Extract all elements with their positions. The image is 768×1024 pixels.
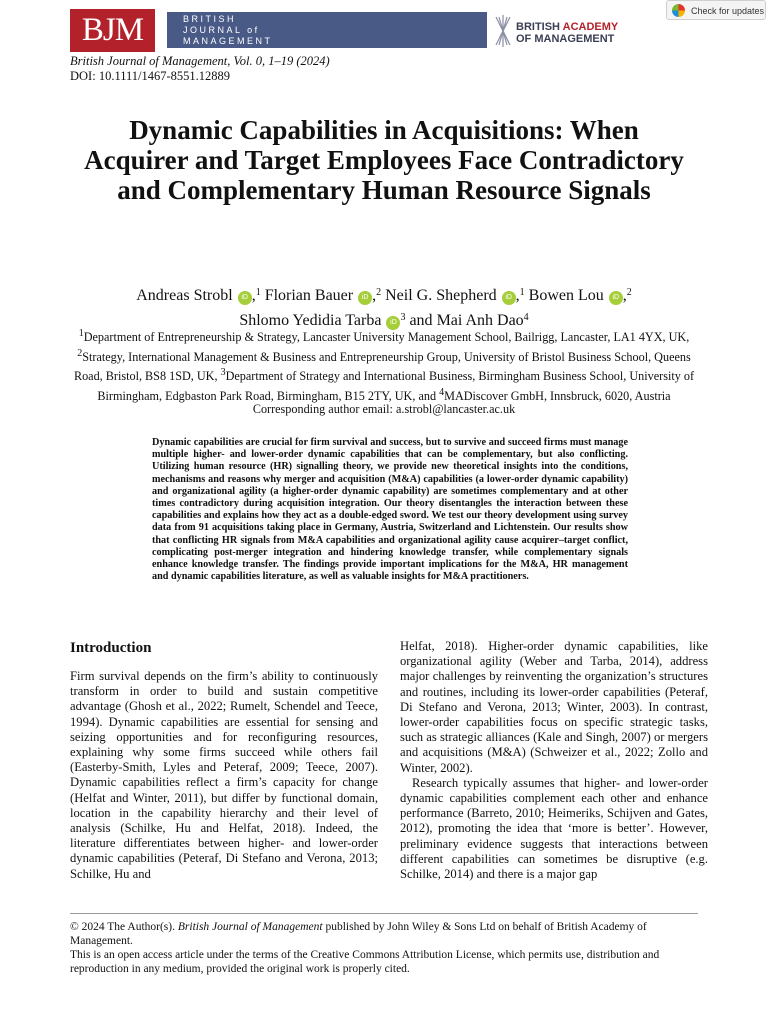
author-affiliation-number: 4 [523, 312, 529, 323]
copyright-journal: British Journal of Management [177, 921, 323, 933]
body-paragraph: Research typically assumes that higher- and lower-order dynamic capabilities complement each other and enhance performance (Barreto, 2010; Heimeriks, Schijven and Gates, 2012), promoting the idea that ‘more is better’. However, preliminary evidence suggests that interactions between different capabilities can sometimes be disruptive (e.g. Schilke, 2014) and there is a major gap [400, 775, 708, 882]
affiliation-text: MADiscover GmbH, Innsbruck, 6020, Austria [444, 388, 671, 403]
article-title: Dynamic Capabilities in Acquisitions: When Acquirer and Target Employees Face Contradictory and Complementary Human Resource Signals [84, 115, 684, 205]
orcid-icon[interactable]: iD [502, 291, 516, 305]
bam-emblem-icon [494, 13, 512, 49]
author-name[interactable]: Andreas Strobl [136, 287, 233, 304]
corresponding-author: Corresponding author email: a.strobl@lancaster.ac.uk [252, 402, 516, 416]
bjm-logo: BJM [70, 9, 155, 52]
journal-name-band [167, 12, 327, 48]
license-footer [70, 920, 708, 976]
author-affiliation-number: 1 [519, 287, 525, 298]
journal-name-line-2: JOURNAL of [183, 25, 260, 35]
check-for-updates-label: Check for updates [691, 6, 765, 16]
author-list: Andreas Strobl iD ,$^1$ Florian Bauer iD ,$^2$ Neil G. Shepherd iD ,$^1$ Bowen Lou iD ,$^2$ Shlomo Yedidia Tarba iD $^3$ and Mai Anh Dao$^4$ [136, 287, 632, 329]
orcid-icon[interactable]: iD [386, 316, 400, 330]
section-heading: Introduction [70, 640, 152, 656]
copyright-suffix: published by John Wiley & Sons Ltd on behalf of British Academy of Management. [70, 921, 647, 947]
bam-logo-accent: ACADEMY [562, 21, 619, 33]
affiliation-text: Department of Entrepreneurship & Strategy, Lancaster University Management School, Bailrigg, Lancaster, LA1 4YX, UK, [83, 330, 690, 344]
footer-divider [70, 913, 698, 914]
author-name[interactable]: Mai Anh Dao [436, 312, 524, 329]
affiliations [70, 326, 698, 404]
affiliation-number: 1 [78, 328, 84, 339]
orcid-icon[interactable]: iD [358, 291, 372, 305]
doi-link[interactable]: DOI: 10.1111/1467-8551.12889 [70, 69, 231, 83]
copyright-notice [70, 920, 708, 948]
citation [70, 54, 330, 84]
orcid-icon[interactable]: iD [609, 291, 623, 305]
author-name[interactable]: Florian Bauer [264, 287, 354, 304]
abstract: Dynamic capabilities are crucial for firm survival and success, but to survive and succeed firms must manage multiple higher- and lower-order dynamic capabilities that can be complementary, but also conflicting. Utilizing human resource (HR) signalling theory, we provide new theoretical insights into the conditions, mechanisms and reasons why merger and acquisition (M&A) capabilities (a lower-order dynamic capability) and organizational agility (a higher-order dynamic capability) are sometimes complementary and at other times contradictory during acquisition integration. Our theory disentangles the interaction between these capabilities and explains how they act as a double-edged sword. We test our theory development using survey data from 91 acquisitions taking place in Germany, Austria, Switzerland and Lichtenstein. Our results show that conflicting HR signals from M&A capabilities and organizational agility cause acquirer–target conflict, complicating post-merger integration and hindering knowledge transfer, while complementary signals enhance knowledge transfer. The findings provide important implications for the M&A, HR management and dynamic capabilities literature, as well as valuable insights for M&A practitioners. [152, 437, 628, 583]
author-name[interactable]: Bowen Lou [528, 287, 604, 304]
journal-header [0, 0, 768, 60]
license-notice: This is an open access article under the terms of the Creative Commons Attribution License, which permits use, distribution and reproduction in any medium, provided the original work is properly cited. [70, 949, 660, 975]
crossmark-icon [672, 4, 685, 17]
affiliation-number: 4 [439, 386, 445, 398]
author-affiliation-number: 3 [400, 312, 406, 323]
bam-logo-line2: OF MANAGEMENT [516, 33, 615, 45]
affiliation-text: Department of Strategy and International Business, Birmingham Business School, University of Birmingham, Edgbaston Park Road, Birmingham, B15 2TY, UK, and [97, 369, 695, 403]
orcid-icon[interactable]: iD [238, 291, 252, 305]
bam-logo-prefix: BRITISH [516, 21, 563, 33]
author-affiliation-number: 2 [376, 287, 382, 298]
copyright-prefix: © 2024 The Author(s). [70, 921, 178, 933]
author-name[interactable]: Shlomo Yedidia Tarba [239, 312, 382, 329]
body-paragraph: Firm survival depends on the firm’s ability to continuously transform in order to build and sustain competitive advantage (Ghosh et al., 2022; Rumelt, Schendel and Teece, 1994). Dynamic capabilities are essential for sensing and seizing opportunities and for reconfiguring resources, explaining why some firms succeed while others fail (Easterby-Smith, Lyles and Peteraf, 2009; Teece, 2007). Dynamic capabilities reflect a firm’s capacity for change (Helfat and Winter, 2011), but differ by functional domain, location in the capability hierarchy and their level of analysis (Schilke, Hu and Helfat, 2018). Indeed, the literature differentiates between higher- and lower-order dynamic capabilities (Peteraf, Di Stefano and Verona, 2013; Schilke, Hu and [70, 669, 378, 881]
author-affiliation-number: 2 [626, 287, 632, 298]
bam-logo-text [516, 21, 618, 45]
journal-citation: British Journal of Management, Vol. 0, 1–19 (2024) [70, 54, 330, 68]
affiliation-number: 3 [220, 367, 226, 378]
affiliation-text: Strategy, International Management & Business and Entrepreneurship Group, University of Bristol Business School, Queens Road, Bristol, BS8 1SD, UK, [73, 349, 691, 383]
author-name[interactable]: Neil G. Shepherd [385, 287, 497, 304]
journal-name-line-1: BRITISH [183, 14, 237, 24]
journal-name-line-3: MANAGEMENT [183, 36, 273, 46]
body-column-right [400, 639, 708, 882]
check-for-updates-button[interactable] [666, 0, 766, 20]
body-paragraph: Helfat, 2018). Higher-order dynamic capabilities, like organizational agility (Weber and Tarba, 2014), address major challenges by reinventing the organization’s structures and routines, including its lower-order capabilities (Peteraf, Di Stefano and Verona, 2013; Winter, 2003). In contrast, lower-order capabilities focus on specific strategic tasks, such as strategic alliances (Kale and Singh, 2007) or mergers and acquisitions (M&A) (Schweizer et al., 2022; Zollo and Winter, 2002). [400, 639, 708, 775]
bam-logo [494, 13, 624, 51]
author-and: and [409, 312, 433, 329]
body-column-left [70, 639, 378, 882]
affiliation-number: 2 [77, 347, 83, 359]
header-band [327, 12, 487, 48]
author-affiliation-number: 1 [255, 287, 261, 298]
